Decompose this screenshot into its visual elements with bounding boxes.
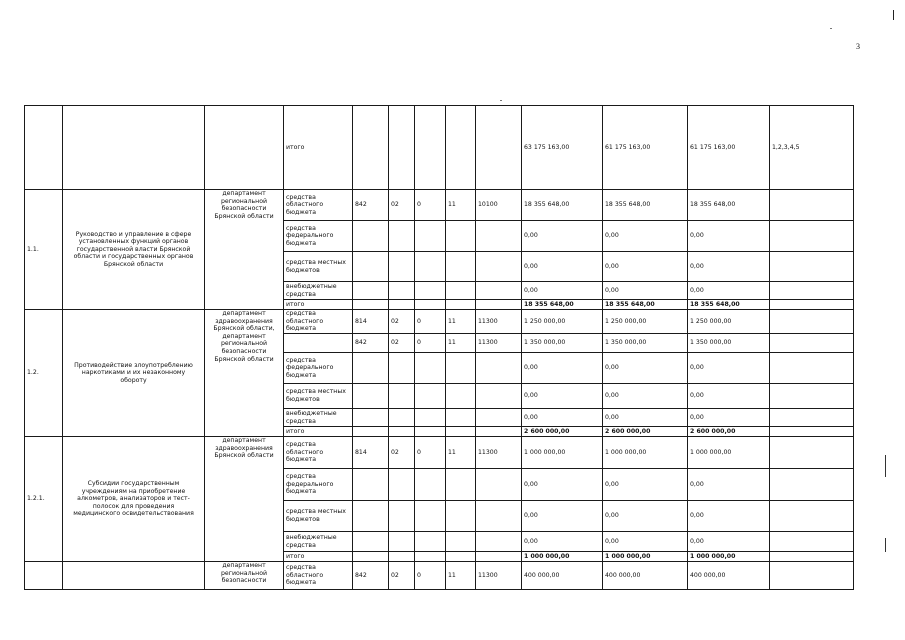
amount-cell: 18 355 648,00 [688,190,770,221]
amount-cell: 0,00 [603,221,688,252]
amount-cell: 0,00 [688,532,770,552]
amount-cell: 400 000,00 [688,562,770,590]
goals-cell [770,310,854,334]
funding-source: средства областного бюджета [284,190,353,221]
code-grbs [353,501,389,532]
amount-cell: 0,00 [603,252,688,282]
funding-source: средства федерального бюджета [284,221,353,252]
code-grbs [353,300,389,310]
amount-cell: 0,00 [603,353,688,384]
amount-cell: 0,00 [522,282,603,300]
amount-cell: 18 355 648,00 [603,300,688,310]
code-vr: 11300 [476,437,522,469]
code-pr [415,221,446,252]
amount-cell: 0,00 [688,252,770,282]
table-row [25,562,854,590]
code-cs [446,282,476,300]
amount-cell: 0,00 [688,384,770,409]
code-grbs [353,469,389,501]
section-name [63,562,205,590]
funding-source: внебюджетные средства [284,409,353,427]
code-grbs [353,552,389,562]
code-vr [476,282,522,300]
code-grbs [353,384,389,409]
section-name: Руководство и управление в сфере установленных функций органов государственной власти Брянской области и государственных органов Брянской области [63,190,205,310]
code-grbs [353,221,389,252]
code-vr [476,384,522,409]
code-pr [415,501,446,532]
code-cs [446,384,476,409]
code-cs [446,532,476,552]
code-cs [446,300,476,310]
amount-cell: 0,00 [522,501,603,532]
code-grbs [353,427,389,437]
amount-cell: 0,00 [522,384,603,409]
code-grbs: 814 [353,310,389,334]
page-number: 3 [856,42,860,51]
section-name: Противодействие злоупотреблению наркотиками и их незаконному обороту [63,310,205,437]
code-vr [476,469,522,501]
funding-source: итого [284,427,353,437]
code-grbs: 814 [353,437,389,469]
code-cs [446,252,476,282]
executor: департамент региональной безопасности Брянской области [205,190,284,310]
code-grbs [353,532,389,552]
amount-cell: 1 350 000,00 [603,334,688,353]
sum-cell: 61 175 163,00 [603,106,688,190]
amount-cell: 1 000 000,00 [522,437,603,469]
amount-cell: 1 350 000,00 [688,334,770,353]
amount-cell: 0,00 [603,532,688,552]
amount-cell: 1 000 000,00 [688,552,770,562]
goals-cell [770,562,854,590]
amount-cell: 2 600 000,00 [603,427,688,437]
code-cs [446,501,476,532]
amount-cell: 0,00 [688,282,770,300]
scan-dot [500,100,502,101]
code-rz [389,353,415,384]
amount-cell: 0,00 [522,221,603,252]
code-grbs [353,282,389,300]
amount-cell: 1 350 000,00 [522,334,603,353]
code-rz [389,384,415,409]
code-rz: 02 [389,190,415,221]
section-number: 1.1. [25,190,63,310]
executor: департамент региональной безопасности [205,562,284,590]
funding-source: внебюджетные средства [284,532,353,552]
code-vr: 11300 [476,310,522,334]
amount-cell: 18 355 648,00 [688,300,770,310]
goals-cell: 1,2,3,4,5 [770,106,854,190]
table-row [25,310,854,334]
code-vr [476,427,522,437]
amount-cell: 0,00 [688,409,770,427]
goals-cell [770,437,854,469]
goals-cell [770,501,854,532]
sum-cell: 63 175 163,00 [522,106,603,190]
amount-cell: 1 000 000,00 [688,437,770,469]
goals-cell [770,353,854,384]
code-rz [389,409,415,427]
amount-cell: 0,00 [522,409,603,427]
code-pr [415,532,446,552]
goals-cell [770,469,854,501]
budget-table [24,105,854,590]
code-pr [415,552,446,562]
code-rz [389,427,415,437]
code-pr [415,282,446,300]
scan-mark [885,538,886,552]
code-pr [415,427,446,437]
code-cs [446,409,476,427]
section-number [25,562,63,590]
code-rz [389,552,415,562]
code-grbs [353,409,389,427]
code-vr: 10100 [476,190,522,221]
code-cs [446,353,476,384]
goals-cell [770,190,854,221]
code-vr [476,409,522,427]
code-rz: 02 [389,437,415,469]
funding-source: средства областного бюджета [284,562,353,590]
code-pr [415,409,446,427]
amount-cell: 0,00 [688,353,770,384]
code-cs: 11 [446,562,476,590]
goals-cell [770,532,854,552]
amount-cell: 0,00 [522,252,603,282]
funding-source: средства федерального бюджета [284,353,353,384]
amount-cell: 1 000 000,00 [522,552,603,562]
goals-cell [770,252,854,282]
amount-cell: 0,00 [603,501,688,532]
funding-source: средства областного бюджета [284,437,353,469]
code-vr [476,353,522,384]
funding-source: средства местных бюджетов [284,252,353,282]
executor: департамент здравоохранения Брянской области [205,437,284,562]
goals-cell [770,384,854,409]
code-pr [415,300,446,310]
code-grbs [353,252,389,282]
code-cs: 11 [446,334,476,353]
sum-cell: 61 175 163,00 [688,106,770,190]
amount-cell: 1 250 000,00 [522,310,603,334]
code-vr: 11300 [476,562,522,590]
amount-cell: 0,00 [522,469,603,501]
code-rz [389,300,415,310]
amount-cell: 18 355 648,00 [522,300,603,310]
code-vr [476,552,522,562]
code-vr [476,532,522,552]
executor: департамент здравоохранения Брянской области, департамент региональной безопасности Брянской области [205,310,284,437]
amount-cell: 400 000,00 [603,562,688,590]
goals-cell [770,334,854,353]
code-pr [415,384,446,409]
funding-source: итого [284,552,353,562]
code-pr [415,353,446,384]
amount-cell: 0,00 [688,469,770,501]
code-cs: 11 [446,437,476,469]
code-grbs: 842 [353,190,389,221]
summary-row [25,106,854,190]
amount-cell: 18 355 648,00 [603,190,688,221]
code-cs [446,427,476,437]
goals-cell [770,282,854,300]
amount-cell: 1 250 000,00 [688,310,770,334]
amount-cell: 0,00 [688,501,770,532]
code-rz: 02 [389,310,415,334]
code-pr [415,252,446,282]
code-grbs: 842 [353,334,389,353]
funding-source: средства местных бюджетов [284,501,353,532]
funding-source: средства местных бюджетов [284,384,353,409]
code-pr: 0 [415,334,446,353]
code-vr: 11300 [476,334,522,353]
table-row [25,437,854,469]
goals-cell [770,300,854,310]
section-number: 1.2. [25,310,63,437]
code-cs [446,469,476,501]
code-cs [446,221,476,252]
code-cs: 11 [446,310,476,334]
funding-source: внебюджетные средства [284,282,353,300]
code-vr [476,300,522,310]
funding-source: итого [284,300,353,310]
code-cs [446,552,476,562]
code-rz [389,469,415,501]
amount-cell: 2 600 000,00 [688,427,770,437]
amount-cell: 2 600 000,00 [522,427,603,437]
source-cell: итого [284,106,353,190]
goals-cell [770,552,854,562]
code-grbs [353,353,389,384]
amount-cell: 0,00 [603,409,688,427]
amount-cell: 0,00 [603,469,688,501]
section-name: Субсидии государственным учреждениям на приобретение алкометров, анализаторов и тест-полосок для проведения медицинского освидетельствования [63,437,205,562]
code-vr [476,252,522,282]
code-rz [389,221,415,252]
code-cs: 11 [446,190,476,221]
goals-cell [770,427,854,437]
code-pr: 0 [415,437,446,469]
amount-cell: 400 000,00 [522,562,603,590]
amount-cell: 18 355 648,00 [522,190,603,221]
amount-cell: 0,00 [688,221,770,252]
code-rz [389,252,415,282]
code-rz: 02 [389,334,415,353]
amount-cell: 0,00 [522,532,603,552]
code-rz: 02 [389,562,415,590]
code-rz [389,501,415,532]
code-pr: 0 [415,190,446,221]
section-number: 1.2.1. [25,437,63,562]
amount-cell: 1 000 000,00 [603,437,688,469]
code-rz [389,282,415,300]
code-vr [476,501,522,532]
funding-source: средства областного бюджета [284,310,353,334]
goals-cell [770,409,854,427]
code-pr: 0 [415,562,446,590]
amount-cell: 0,00 [522,353,603,384]
scan-mark [893,10,894,20]
code-pr: 0 [415,310,446,334]
code-rz [389,532,415,552]
amount-cell: 0,00 [603,282,688,300]
code-vr [476,221,522,252]
funding-source [284,334,353,353]
scan-mark [885,455,886,477]
scan-dot [830,28,832,29]
goals-cell [770,221,854,252]
amount-cell: 0,00 [603,384,688,409]
amount-cell: 1 250 000,00 [603,310,688,334]
table-row [25,190,854,221]
code-grbs: 842 [353,562,389,590]
amount-cell: 1 000 000,00 [603,552,688,562]
code-pr [415,469,446,501]
funding-source: средства федерального бюджета [284,469,353,501]
